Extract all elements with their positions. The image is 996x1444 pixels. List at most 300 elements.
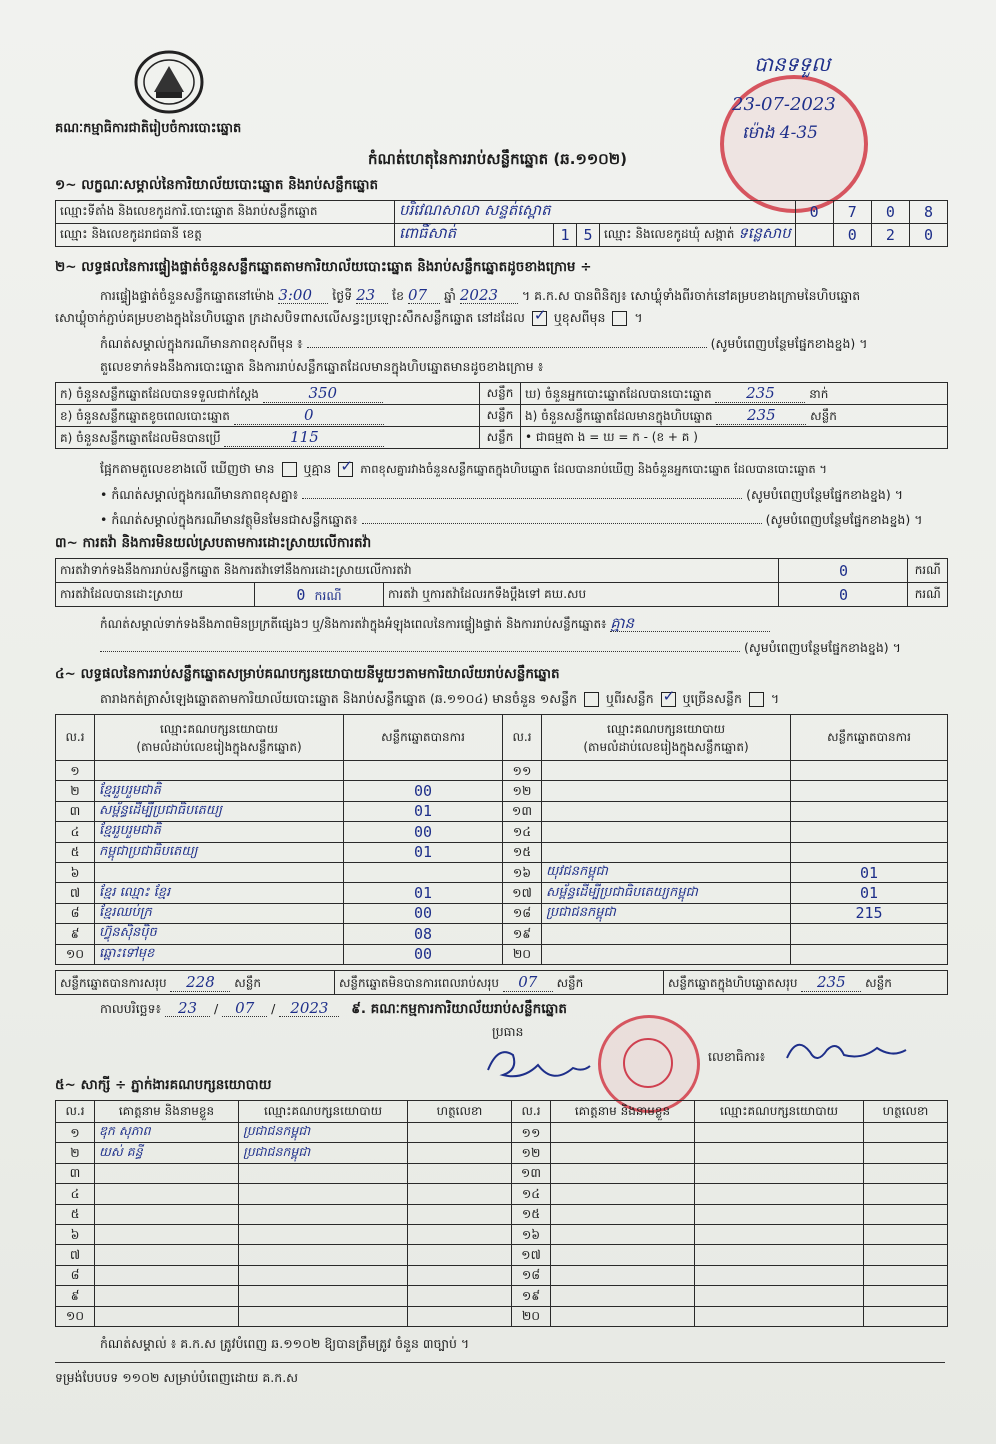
witness-row-name: យស់ គន្ធី: [95, 1143, 239, 1163]
witness-row: [56, 1123, 948, 1143]
commune-code-3: 0: [909, 224, 947, 247]
witness-col-sign: ហត្ថលេខា: [408, 1101, 512, 1123]
witness-row-party: [239, 1306, 408, 1326]
results-row-votes-2: [791, 761, 948, 781]
unit-case-b: ករណី: [314, 587, 342, 603]
results-row: [56, 761, 948, 781]
sum-box-value: 235: [801, 973, 861, 992]
witness-row-no: ៤: [56, 1184, 95, 1204]
difference-line: [100, 461, 827, 477]
witness-row-party-2: [695, 1143, 864, 1163]
witness-row-sign-2: [864, 1184, 948, 1204]
witness-row-no: ២: [56, 1143, 95, 1163]
witness-col-no-2: ល.រ: [512, 1101, 551, 1123]
results-row-votes-2: [791, 842, 948, 862]
seal-intact-checkbox[interactable]: [532, 311, 547, 326]
results-row-votes-2: 215: [791, 903, 948, 923]
verify-year-label: ឆ្នាំ: [443, 288, 456, 303]
footer-divider: [55, 1362, 945, 1363]
board-two-checkbox[interactable]: [661, 692, 676, 707]
witness-row: [56, 1265, 948, 1285]
witness-row-name: ឌុក សុភាព: [95, 1123, 239, 1143]
sum-valid-value: 228: [170, 973, 230, 992]
results-table: [55, 714, 948, 965]
witness-row-sign: [408, 1204, 512, 1224]
witness-row-party-2: [695, 1306, 864, 1326]
witness-row-no-2: ១៩: [512, 1286, 551, 1306]
irregularity-note-value: គ្មាន: [610, 615, 770, 632]
committee-name: គណៈកម្មាធិការជាតិរៀបចំការបោះឆ្នោត: [55, 121, 242, 136]
date-year: 2023: [279, 1000, 339, 1017]
results-row-no-2: ១៦: [503, 862, 542, 882]
witness-row-no-2: ២០: [512, 1306, 551, 1326]
commune-code-1: 0: [833, 224, 871, 247]
results-row-votes-2: [791, 924, 948, 944]
results-row-no-2: ១២: [503, 781, 542, 801]
object-fill-note: (សូមបំពេញបន្ថែមផ្នែកខាងខ្នង) ។: [765, 512, 923, 527]
results-row-party-2: [542, 781, 791, 801]
location-code-1: 0: [795, 201, 833, 224]
sum-box-unit: សន្លឹក: [865, 975, 892, 990]
verify-day: 23: [356, 287, 388, 304]
results-row-votes: 08: [344, 924, 503, 944]
results-row-no: ១០: [56, 944, 95, 964]
witness-row-name-2: [551, 1143, 695, 1163]
witness-row-sign: [408, 1184, 512, 1204]
formula-text: ជាធម្មតា ង = ឃ = ក - (ខ + គ ): [535, 429, 698, 444]
results-row-party-2: [542, 822, 791, 842]
verify-year: 2023: [460, 287, 518, 304]
results-row-votes-2: [791, 822, 948, 842]
sum-valid-label: សន្លឹកឆ្នោតបានការសរុប: [60, 975, 167, 990]
witness-row-name-2: [551, 1123, 695, 1143]
seal-changed-label: ឬខុសពីមុន: [553, 310, 606, 325]
witness-col-name-2: គោត្តនាម និងនាមខ្លួន: [551, 1101, 695, 1123]
witness-row-sign: [408, 1224, 512, 1244]
object-note-label: • កំណត់សម្គាល់ក្នុងករណីមានវត្ថុមិនមែនជាសន្លឹកឆ្នោត៖: [100, 512, 358, 527]
results-row-votes: 00: [344, 903, 503, 923]
results-col-party: [95, 715, 344, 761]
complaints-value: 0: [779, 559, 908, 583]
difference-text: ភាពខុសគ្នារវាងចំនួនសន្លឹកឆ្នោតក្នុងហិបឆ្នោត ដែលបានរាប់ឃើញ និងចំនួនអ្នកបោះឆ្នោត ដែលបានបោះឆ្នោត ។: [360, 462, 827, 476]
results-row-votes: 01: [344, 801, 503, 821]
results-row-votes: 00: [344, 822, 503, 842]
results-row-no: ៩: [56, 924, 95, 944]
witness-row-sign: [408, 1286, 512, 1306]
stamp-date: 23-07-2023: [732, 94, 836, 115]
verify-month-label: ខែ: [392, 288, 405, 303]
results-col-no-2: ល.រ: [503, 715, 542, 761]
figures-table: ក) ចំនួនសន្លឹកឆ្នោតដែលបានទទួលជាក់ស្តែង 350 សន្លឹក ឃ) ចំនួនអ្នកបោះឆ្នោតដែលបានបោះឆ្នោត 235 នាក់ ខ) ចំនួនសន្លឹកឆ្នោតខូចពេលបោះឆ្នោត 0 សន្លឹក ង) ចំនួនសន្លឹកឆ្នោតដែលមានក្នុងហិបឆ្នោត 235 សន្លឹក គ) ចំនួនសន្លឹកឆ្នោតដែលមិនបានប្រើ 115 សន្លឹក • ជាធម្មតា ង = ឃ = ក - (ខ + គ ): [55, 382, 948, 449]
witness-row-sign: [408, 1123, 512, 1143]
witness-row-sign-2: [864, 1204, 948, 1224]
unused-ballots-value: 115: [224, 428, 384, 447]
results-row-party-2: [542, 801, 791, 821]
results-col-party-sub-2: (តាមលំដាប់លេខរៀងក្នុងសន្លឹកឆ្នោត): [583, 739, 749, 754]
witness-row-party: [239, 1204, 408, 1224]
unit-case-a: ករណី: [908, 559, 948, 583]
received-ballots-label: ក) ចំនួនសន្លឹកឆ្នោតដែលបានទទួលជាក់ស្តែង: [60, 386, 259, 401]
board-many-checkbox[interactable]: [749, 692, 764, 707]
witness-row-name-2: [551, 1306, 695, 1326]
voters-value: 235: [715, 384, 805, 403]
witness-row-name: [95, 1224, 239, 1244]
witness-row-no-2: ១១: [512, 1123, 551, 1143]
board-count-label: តារាងកត់ត្រាសំឡេងឆ្នោតតាមការិយាល័យបោះឆ្នោត និងរាប់សន្លឹកឆ្នោត (ឆ.១១០៤) មានចំនួន ១សន្លឹក: [100, 691, 578, 706]
president-label: ប្រធាន: [492, 1024, 524, 1039]
box-ballots-value: 235: [716, 406, 806, 425]
witness-row-name-2: [551, 1224, 695, 1244]
section2-heading: ២~ លទ្ធផលនៃការផ្ទៀងផ្ទាត់ចំនួនសន្លឹកឆ្នោតតាមការិយាល័យបោះឆ្នោត និងរាប់សន្លឹកឆ្នោតដូចខាងក្រោម ÷: [55, 259, 592, 275]
witness-row-sign-2: [864, 1143, 948, 1163]
appealed-value: 0: [779, 583, 908, 607]
unit-case-c: ករណី: [908, 583, 948, 607]
witness-row-sign-2: [864, 1224, 948, 1244]
commission-label: ៩. គណៈកម្មការការិយាល័យរាប់សន្លឹកឆ្នោត: [351, 1001, 567, 1017]
unit-ballot-d: សន្លឹក: [480, 427, 521, 449]
sum-box-label: សន្លឹកឆ្នោតក្នុងហិបឆ្នោតសរុប: [668, 975, 798, 990]
section5-heading: ៥~ សាក្សី ÷ ភ្នាក់ងារគណបក្សនយោបាយ: [55, 1077, 272, 1093]
difference-yes-checkbox[interactable]: [282, 462, 297, 477]
witness-row-no: ១០: [56, 1306, 95, 1326]
results-row-votes: 01: [344, 883, 503, 903]
results-col-votes-2: សន្លឹកឆ្នោតបានការ: [791, 715, 948, 761]
results-row: [56, 883, 948, 903]
witness-table: [55, 1100, 948, 1327]
verify-text: ។ គ.ក.ស បានពិនិត្យ៖ សោឃ្លុំទាំងពីរចាក់នៅគម្របខាងក្រោមនៃហិបឆ្នោត: [521, 288, 861, 303]
sum-invalid-label: សន្លឹកឆ្នោតមិនបានការពេលរាប់សរុប: [339, 975, 499, 990]
date-month: 07: [222, 1000, 267, 1017]
irregularity-note-label: កំណត់សម្គាល់ទាក់ទងនឹងភាពមិនប្រក្រតីផ្សេងៗ ឬ/និងការតវ៉ាក្នុងអំឡុងពេលនៃការផ្ទៀងផ្ទាត់ និងការរាប់សន្លឹកឆ្នោត៖: [100, 617, 607, 631]
results-row-no-2: ១៧: [503, 883, 542, 903]
results-row-votes: 00: [344, 781, 503, 801]
results-row-no: ២: [56, 781, 95, 801]
results-row: [56, 822, 948, 842]
board-count-line: តារាងកត់ត្រាសំឡេងឆ្នោតតាមការិយាល័យបោះឆ្នោត និងរាប់សន្លឹកឆ្នោត (ឆ.១១០៤) មានចំនួន ១សន្លឹក ឬពីរសន្លឹក ✓ ឬច្រើនសន្លឹក ។: [100, 691, 779, 707]
voters-label: ឃ) ចំនួនអ្នកបោះឆ្នោតដែលបានបោះឆ្នោត: [525, 386, 712, 401]
date-line: កាលបរិច្ឆេទ៖ 23 / 07 / 2023 ៩. គណៈកម្មការការិយាល័យរាប់សន្លឹកឆ្នោត: [100, 999, 567, 1017]
commune-label: ឈ្មោះ និងលេខកូដឃុំ សង្កាត់: [604, 227, 735, 241]
appealed-label: ការតវ៉ា ឬការតវ៉ាដែលរកទឹងប្តឹងទៅ គឃ.សប: [384, 583, 779, 607]
results-row-no: ១: [56, 761, 95, 781]
witness-row-name: [95, 1306, 239, 1326]
witness-col-party: ឈ្មោះគណបក្សនយោបាយ: [239, 1101, 408, 1123]
results-row-votes: 01: [344, 842, 503, 862]
complaints-table: [55, 558, 948, 607]
witness-row-party: [239, 1245, 408, 1265]
witness-row-sign: [408, 1245, 512, 1265]
witness-row-no-2: ១៥: [512, 1204, 551, 1224]
date-label: កាលបរិច្ឆេទ៖: [100, 1001, 162, 1016]
witness-row-party-2: [695, 1204, 864, 1224]
results-row-party: [95, 761, 344, 781]
witness-row-no: ៨: [56, 1265, 95, 1285]
results-row-no-2: ១៥: [503, 842, 542, 862]
witness-row-sign-2: [864, 1286, 948, 1306]
results-row-no: ៣: [56, 801, 95, 821]
witness-row-party: ប្រជាជនកម្ពុជា: [239, 1143, 408, 1163]
witness-row-name: [95, 1163, 239, 1183]
box-ballots-label: ង) ចំនួនសន្លឹកឆ្នោតដែលមានក្នុងហិបឆ្នោត: [525, 408, 713, 423]
witness-row-no: ៣: [56, 1163, 95, 1183]
object-note-line: [100, 512, 922, 528]
results-row-votes-2: [791, 781, 948, 801]
results-row-votes-2: 01: [791, 862, 948, 882]
witness-row-no-2: ១៣: [512, 1163, 551, 1183]
date-day: 23: [165, 1000, 210, 1017]
results-row-no: ៥: [56, 842, 95, 862]
witness-row-name-2: [551, 1265, 695, 1285]
results-row-no-2: ១១: [503, 761, 542, 781]
witness-row-party-2: [695, 1123, 864, 1143]
unit-person: នាក់: [809, 386, 829, 401]
results-row-party: សម្ព័ន្ធដើម្បីប្រជាធិបតេយ្យ: [95, 801, 344, 821]
figures-intro: តួលេខទាក់ទងនឹងការបោះឆ្នោត និងការរាប់សន្លឹកឆ្នោតដែលមានក្នុងហិបឆ្នោតមានដូចខាងក្រោម ៖: [100, 359, 544, 374]
results-col-votes: សន្លឹកឆ្នោតបានការ: [344, 715, 503, 761]
witness-row-party-2: [695, 1224, 864, 1244]
witness-row-name-2: [551, 1245, 695, 1265]
difference-no-checkbox[interactable]: [338, 462, 353, 477]
results-row: [56, 781, 948, 801]
stamp-received-text: បានទទួល: [754, 52, 831, 76]
results-body: [56, 761, 948, 965]
board-many-label: ឬច្រើនសន្លឹក: [682, 691, 742, 706]
witness-row-sign-2: [864, 1265, 948, 1285]
results-row-no-2: ១៤: [503, 822, 542, 842]
secretary-signature-icon: [782, 1030, 912, 1075]
witness-row: [56, 1184, 948, 1204]
seal-note-line: [100, 336, 867, 352]
seal-fill-note: (សូមបំពេញបន្ថែមផ្នែកខាងខ្នង) ។: [710, 336, 868, 351]
section4-heading: ៤~ លទ្ធផលនៃការរាប់សន្លឹកឆ្នោតសម្រាប់គណបក្សនយោបាយនីមួយៗតាមការិយាល័យរាប់សន្លឹកឆ្នោត: [55, 666, 560, 682]
witness-row-party: [239, 1184, 408, 1204]
witness-row-no: ៩: [56, 1286, 95, 1306]
witness-row-party: [239, 1265, 408, 1285]
witness-row-name-2: [551, 1204, 695, 1224]
witness-row-name-2: [551, 1163, 695, 1183]
witness-col-no: ល.រ: [56, 1101, 95, 1123]
difference-fill-note: (សូមបំពេញបន្ថែមផ្នែកខាងខ្នង) ។: [746, 487, 903, 502]
president-signature-icon: [478, 1040, 598, 1090]
witness-col-sign-2: ហត្ថលេខា: [864, 1101, 948, 1123]
witness-row-name-2: [551, 1184, 695, 1204]
witness-row-no-2: ១៨: [512, 1265, 551, 1285]
witness-row: [56, 1143, 948, 1163]
results-row-no-2: ១៣: [503, 801, 542, 821]
witness-row-no-2: ១២: [512, 1143, 551, 1163]
section1-table: [55, 200, 948, 247]
results-row-party: [95, 862, 344, 882]
verify-time: 3:00: [278, 287, 328, 304]
province-code-1: 1: [554, 224, 577, 247]
verify-day-label: ថ្ងៃទី: [332, 288, 353, 303]
location-code-2: 7: [833, 201, 871, 224]
results-row-no: ៨: [56, 903, 95, 923]
secretary-label: លេខាធិការ៖: [708, 1049, 766, 1064]
results-row-party: កម្ពុជាប្រជាធិបតេយ្យ: [95, 842, 344, 862]
commune-value: ទន្លេសាប: [738, 224, 791, 242]
results-row-votes-2: [791, 944, 948, 964]
results-col-party-2: [542, 715, 791, 761]
irregularity-fill-note: (សូមបំពេញបន្ថែមផ្នែកខាងខ្នង) ។: [743, 640, 901, 655]
results-row-party: ខ្មែររួបរួមជាតិ: [95, 781, 344, 801]
results-row-party-2: យុវជនកម្ពុជា: [542, 862, 791, 882]
witness-row-no: ៦: [56, 1224, 95, 1244]
witness-row-party-2: [695, 1163, 864, 1183]
results-row-no: ៧: [56, 883, 95, 903]
witness-row-no: ១: [56, 1123, 95, 1143]
witness-row: [56, 1286, 948, 1306]
results-row: [56, 924, 948, 944]
verify-month: 07: [408, 287, 440, 304]
results-row-party: ខ្មែរ ឈ្មោះ ខ្មែរ: [95, 883, 344, 903]
verify-time-label: ការផ្ទៀងផ្ទាត់ចំនួនសន្លឹកឆ្នោតនៅម៉ោង: [100, 288, 275, 303]
witness-row-name: [95, 1204, 239, 1224]
results-row-party-2: [542, 761, 791, 781]
unit-ballot-c: សន្លឹក: [810, 408, 837, 423]
sum-invalid-unit: សន្លឹក: [556, 975, 584, 990]
witness-row-no-2: ១៧: [512, 1245, 551, 1265]
witness-row-sign: [408, 1265, 512, 1285]
results-row-no: ៦: [56, 862, 95, 882]
results-row-votes: [344, 862, 503, 882]
form-title: កំណត់ហេតុនៃការរាប់សន្លឹកឆ្នោត (ឆ.១១០២): [368, 150, 628, 168]
results-row: [56, 944, 948, 964]
location-code-3: 0: [871, 201, 909, 224]
witness-row-party: [239, 1224, 408, 1244]
results-col-party-title: ឈ្មោះគណបក្សនយោបាយ: [159, 721, 279, 736]
unit-ballot-a: សន្លឹក: [480, 383, 521, 405]
witness-row: [56, 1163, 948, 1183]
results-row-votes: [344, 761, 503, 781]
witness-row-no-2: ១៦: [512, 1224, 551, 1244]
witness-row-name: [95, 1245, 239, 1265]
board-one-checkbox[interactable]: [584, 692, 599, 707]
unused-ballots-label: គ) ចំនួនសន្លឹកឆ្នោតដែលមិនបានប្រើ: [60, 430, 221, 445]
footer-text: ទម្រង់បែបបទ ១១០២ សម្រាប់បំពេញដោយ គ.ក.ស: [55, 1370, 299, 1385]
seal-note-label: កំណត់សម្គាល់ក្នុងករណីមានភាពខុសពីមុន ៖: [100, 336, 303, 351]
irregularity-note-line: [100, 615, 770, 632]
official-seal-icon: [598, 1015, 700, 1113]
witness-row-sign: [408, 1163, 512, 1183]
results-row: [56, 862, 948, 882]
witness-row-no-2: ១៤: [512, 1184, 551, 1204]
results-row-party: ខ្មែរឈប់ក្រ: [95, 903, 344, 923]
location-value: បរិវេណសាលា សន្ទត់ស្ពោត: [399, 201, 551, 219]
form-note: កំណត់សម្គាល់ ៖ គ.ក.ស ត្រូវបំពេញ ឆ.១១០២ ឱ្យបានត្រឹមត្រូវ ចំនួន ៣ច្បាប់ ។: [100, 1336, 470, 1351]
received-stamp: [720, 52, 868, 213]
province-value: ពោធិ៍សាត់: [399, 224, 457, 242]
results-row-no-2: ១៩: [503, 924, 542, 944]
location-label: ឈ្មោះទីតាំង និងលេខកូដការិ.បោះឆ្នោត និងរាប់សន្លឹកឆ្នោត: [56, 201, 395, 224]
results-row-party: ហ៊្វុនស៊ិនប៉ិច: [95, 924, 344, 944]
board-two-label: ឬពីរសន្លឹក: [606, 691, 654, 706]
results-row-party-2: សម្ព័ន្ធដើម្បីប្រជាធិបតេយ្យកម្ពុជា: [542, 883, 791, 903]
stamp-time: ម៉ោង 4-35: [742, 123, 818, 143]
witness-row-sign-2: [864, 1245, 948, 1265]
results-col-no: ល.រ: [56, 715, 95, 761]
witness-row-name: [95, 1265, 239, 1285]
difference-note-label: • កំណត់សម្គាល់ក្នុងករណីមានភាពខុសគ្នា៖: [100, 487, 299, 502]
results-row-party-2: ប្រជាជនកម្ពុជា: [542, 903, 791, 923]
witness-row-party: [239, 1163, 408, 1183]
difference-no-label: ឬគ្មាន: [303, 461, 332, 476]
witness-col-party-2: ឈ្មោះគណបក្សនយោបាយ: [695, 1101, 864, 1123]
location-code-4: 8: [909, 201, 947, 224]
witness-col-name: គោត្តនាម និងនាមខ្លួន: [95, 1101, 239, 1123]
witness-row-no: ៥: [56, 1204, 95, 1224]
witness-row-sign: [408, 1143, 512, 1163]
results-row-votes-2: 01: [791, 883, 948, 903]
witness-row: [56, 1245, 948, 1265]
results-row-party-2: [542, 944, 791, 964]
witness-row-sign-2: [864, 1123, 948, 1143]
commune-code-2: 2: [871, 224, 909, 247]
results-row-party-2: [542, 842, 791, 862]
witness-row-name: [95, 1184, 239, 1204]
witness-body: [56, 1123, 948, 1327]
results-row-no-2: ២០: [503, 944, 542, 964]
witness-row: [56, 1306, 948, 1326]
witness-row-no: ៧: [56, 1245, 95, 1265]
results-row: [56, 842, 948, 862]
sum-valid-unit: សន្លឹក: [234, 975, 261, 990]
verification-line-2: សោឃ្លុំចាក់ភ្ជាប់គម្របខាងក្នុងនៃហិបឆ្នោត ក្រដាសបិទពាសលើសន្ធះប្រឡោះសឹកសន្លឹកឆ្នោត នៅដដែល ✓ ឬខុសពីមុន ។: [55, 310, 643, 326]
witness-row-party-2: [695, 1245, 864, 1265]
witness-row-party: [239, 1286, 408, 1306]
results-col-party-title-2: ឈ្មោះគណបក្សនយោបាយ: [606, 721, 726, 736]
sum-invalid-value: 07: [503, 973, 553, 992]
results-row-party-2: [542, 924, 791, 944]
seal-changed-checkbox[interactable]: [612, 311, 627, 326]
section1-heading: ១~ លក្ខណៈសម្គាល់នៃការិយាល័យបោះឆ្នោត និងរាប់សន្លឹកឆ្នោត: [55, 177, 379, 193]
results-row-no-2: ១៨: [503, 903, 542, 923]
province-label: ឈ្មោះ និងលេខកូដរាជធានី ខេត្ត: [56, 224, 395, 247]
province-code-2: 5: [577, 224, 600, 247]
results-row-votes: 00: [344, 944, 503, 964]
witness-row-party-2: [695, 1265, 864, 1285]
complaints-label: ការតវ៉ាទាក់ទងនឹងការរាប់សន្លឹកឆ្នោត និងការតវ៉ាទៅនឹងការដោះស្រាយលើការតវ៉ា: [56, 559, 779, 583]
results-col-party-sub: (តាមលំដាប់លេខរៀងក្នុងសន្លឹកឆ្នោត): [136, 739, 302, 754]
resolved-value: 0: [296, 585, 306, 604]
results-row: [56, 801, 948, 821]
resolved-label: ការតវ៉ាដែលបានដោះស្រាយ: [56, 583, 255, 607]
unit-ballot-b: សន្លឹក: [480, 405, 521, 427]
witness-row-party-2: [695, 1286, 864, 1306]
received-ballots-value: 350: [263, 384, 383, 403]
witness-row-sign-2: [864, 1163, 948, 1183]
witness-row-party-2: [695, 1184, 864, 1204]
seal-text: សោឃ្លុំចាក់ភ្ជាប់គម្របខាងក្នុងនៃហិបឆ្នោត ក្រដាសបិទពាសលើសន្ធះប្រឡោះសឹកសន្លឹកឆ្នោត នៅដដែល: [55, 310, 525, 325]
witness-row-sign: [408, 1306, 512, 1326]
witness-row-name: [95, 1286, 239, 1306]
results-row: [56, 903, 948, 923]
witness-row: [56, 1204, 948, 1224]
results-summary: [55, 970, 948, 995]
witness-row-name-2: [551, 1286, 695, 1306]
spoiled-ballots-label: ខ) ចំនួនសន្លឹកឆ្នោតខូចពេលបោះឆ្នោត: [60, 408, 230, 423]
irregularity-fill-line: [100, 640, 901, 656]
difference-label: ផ្អែកតាមតួលេខខាងលើ ឃើញថា មាន: [100, 461, 275, 476]
nec-emblem-icon: [132, 48, 206, 116]
witness-row-sign-2: [864, 1306, 948, 1326]
difference-note-line: [100, 487, 903, 503]
results-row-no: ៤: [56, 822, 95, 842]
results-row-votes-2: [791, 801, 948, 821]
results-row-party: ឆ្ពោះទៅមុខ: [95, 944, 344, 964]
witness-row: [56, 1224, 948, 1244]
spoiled-ballots-value: 0: [234, 406, 384, 425]
